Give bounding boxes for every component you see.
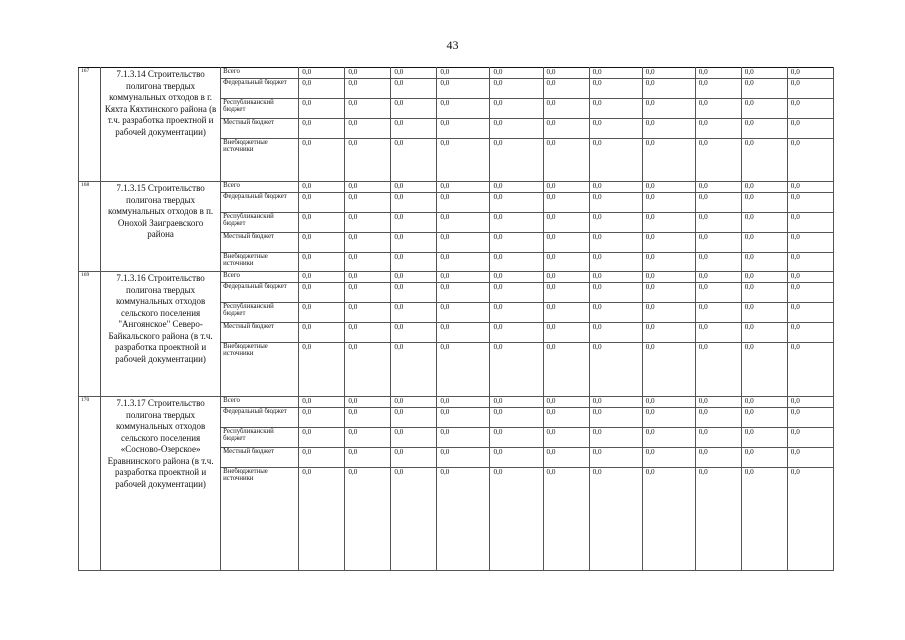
value-cell: 0,0: [589, 272, 642, 283]
value-cell: 0,0: [543, 139, 589, 182]
value-cell: 0,0: [695, 272, 741, 283]
funding-source-label: Внебюджетные источники: [221, 139, 299, 182]
value-cell: 0,0: [437, 323, 490, 343]
value-cell: 0,0: [642, 253, 695, 272]
value-cell: 0,0: [490, 182, 543, 193]
value-cell: 0,0: [787, 68, 833, 79]
value-cell: 0,0: [299, 468, 345, 571]
funding-source-label: Республиканский бюджет: [221, 428, 299, 448]
value-cell: 0,0: [391, 468, 437, 571]
value-cell: 0,0: [345, 448, 391, 468]
value-cell: 0,0: [695, 303, 741, 323]
value-cell: 0,0: [741, 193, 787, 213]
value-cell: 0,0: [787, 79, 833, 99]
value-cell: 0,0: [437, 343, 490, 397]
value-cell: 0,0: [543, 182, 589, 193]
value-cell: 0,0: [642, 303, 695, 323]
value-cell: 0,0: [490, 233, 543, 253]
value-cell: 0,0: [391, 233, 437, 253]
value-cell: 0,0: [642, 468, 695, 571]
value-cell: 0,0: [299, 448, 345, 468]
value-cell: 0,0: [543, 323, 589, 343]
value-cell: 0,0: [642, 272, 695, 283]
value-cell: 0,0: [490, 68, 543, 79]
value-cell: 0,0: [437, 68, 490, 79]
value-cell: 0,0: [695, 213, 741, 233]
value-cell: 0,0: [695, 397, 741, 408]
value-cell: 0,0: [345, 193, 391, 213]
funding-source-label: Внебюджетные источники: [221, 343, 299, 397]
value-cell: 0,0: [695, 343, 741, 397]
value-cell: 0,0: [642, 79, 695, 99]
value-cell: 0,0: [642, 448, 695, 468]
value-cell: 0,0: [391, 283, 437, 303]
row-number: 168: [79, 182, 101, 272]
value-cell: 0,0: [589, 193, 642, 213]
value-cell: 0,0: [642, 193, 695, 213]
value-cell: 0,0: [345, 253, 391, 272]
value-cell: 0,0: [589, 408, 642, 428]
value-cell: 0,0: [345, 428, 391, 448]
value-cell: 0,0: [787, 468, 833, 571]
value-cell: 0,0: [391, 408, 437, 428]
value-cell: 0,0: [741, 79, 787, 99]
value-cell: 0,0: [741, 99, 787, 119]
value-cell: 0,0: [642, 139, 695, 182]
value-cell: 0,0: [787, 397, 833, 408]
value-cell: 0,0: [787, 448, 833, 468]
value-cell: 0,0: [391, 193, 437, 213]
value-cell: 0,0: [543, 343, 589, 397]
value-cell: 0,0: [345, 68, 391, 79]
value-cell: 0,0: [490, 303, 543, 323]
value-cell: 0,0: [642, 213, 695, 233]
value-cell: 0,0: [437, 193, 490, 213]
value-cell: 0,0: [695, 99, 741, 119]
funding-source-label: Всего: [221, 272, 299, 283]
value-cell: 0,0: [299, 272, 345, 283]
funding-source-label: Внебюджетные источники: [221, 253, 299, 272]
value-cell: 0,0: [642, 68, 695, 79]
value-cell: 0,0: [299, 303, 345, 323]
value-cell: 0,0: [787, 272, 833, 283]
value-cell: 0,0: [695, 468, 741, 571]
value-cell: 0,0: [787, 99, 833, 119]
value-cell: 0,0: [391, 119, 437, 139]
funding-source-label: Республиканский бюджет: [221, 99, 299, 119]
value-cell: 0,0: [695, 79, 741, 99]
value-cell: 0,0: [642, 408, 695, 428]
value-cell: 0,0: [543, 99, 589, 119]
value-cell: 0,0: [391, 182, 437, 193]
row-number: 167: [79, 68, 101, 182]
value-cell: 0,0: [589, 79, 642, 99]
value-cell: 0,0: [642, 119, 695, 139]
value-cell: 0,0: [589, 343, 642, 397]
value-cell: 0,0: [741, 323, 787, 343]
funding-source-label: Республиканский бюджет: [221, 213, 299, 233]
value-cell: 0,0: [642, 233, 695, 253]
value-cell: 0,0: [741, 213, 787, 233]
value-cell: 0,0: [490, 99, 543, 119]
value-cell: 0,0: [437, 283, 490, 303]
value-cell: 0,0: [437, 253, 490, 272]
value-cell: 0,0: [589, 68, 642, 79]
value-cell: 0,0: [490, 272, 543, 283]
value-cell: 0,0: [695, 233, 741, 253]
value-cell: 0,0: [695, 193, 741, 213]
value-cell: 0,0: [787, 253, 833, 272]
value-cell: 0,0: [695, 323, 741, 343]
value-cell: 0,0: [741, 139, 787, 182]
value-cell: 0,0: [437, 428, 490, 448]
value-cell: 0,0: [490, 323, 543, 343]
value-cell: 0,0: [695, 139, 741, 182]
value-cell: 0,0: [695, 182, 741, 193]
value-cell: 0,0: [299, 253, 345, 272]
row-number: 169: [79, 272, 101, 397]
value-cell: 0,0: [490, 408, 543, 428]
value-cell: 0,0: [642, 99, 695, 119]
value-cell: 0,0: [299, 323, 345, 343]
value-cell: 0,0: [345, 139, 391, 182]
value-cell: 0,0: [490, 139, 543, 182]
value-cell: 0,0: [787, 119, 833, 139]
value-cell: 0,0: [589, 397, 642, 408]
value-cell: 0,0: [490, 193, 543, 213]
value-cell: 0,0: [787, 213, 833, 233]
value-cell: 0,0: [490, 343, 543, 397]
value-cell: 0,0: [437, 99, 490, 119]
value-cell: 0,0: [741, 397, 787, 408]
project-name: 7.1.3.16 Строительство полигона твердых коммунальных отходов сельского поселения "Ангоянское" Северо-Байкальского района (в т.ч. разработка проектной и рабочей документации): [101, 272, 221, 397]
value-cell: 0,0: [437, 119, 490, 139]
value-cell: 0,0: [741, 233, 787, 253]
value-cell: 0,0: [437, 213, 490, 233]
value-cell: 0,0: [437, 408, 490, 428]
value-cell: 0,0: [299, 283, 345, 303]
project-name: 7.1.3.15 Строительство полигона твердых коммунальных отходов в п. Онохой Заиграевского района: [101, 182, 221, 272]
value-cell: 0,0: [642, 397, 695, 408]
budget-table: [78, 67, 834, 571]
value-cell: 0,0: [437, 448, 490, 468]
value-cell: 0,0: [490, 468, 543, 571]
value-cell: 0,0: [589, 119, 642, 139]
value-cell: 0,0: [642, 343, 695, 397]
value-cell: 0,0: [787, 303, 833, 323]
value-cell: 0,0: [437, 397, 490, 408]
value-cell: 0,0: [391, 68, 437, 79]
value-cell: 0,0: [543, 397, 589, 408]
value-cell: 0,0: [741, 283, 787, 303]
funding-source-label: Местный бюджет: [221, 323, 299, 343]
value-cell: 0,0: [391, 79, 437, 99]
value-cell: 0,0: [299, 233, 345, 253]
page-number: 43: [446, 38, 459, 52]
value-cell: 0,0: [741, 428, 787, 448]
funding-source-label: Федеральный бюджет: [221, 283, 299, 303]
value-cell: 0,0: [391, 99, 437, 119]
value-cell: 0,0: [741, 303, 787, 323]
value-cell: 0,0: [543, 468, 589, 571]
value-cell: 0,0: [391, 323, 437, 343]
value-cell: 0,0: [741, 343, 787, 397]
value-cell: 0,0: [299, 428, 345, 448]
table-row: [79, 397, 834, 408]
value-cell: 0,0: [299, 139, 345, 182]
value-cell: 0,0: [345, 323, 391, 343]
value-cell: 0,0: [741, 253, 787, 272]
value-cell: 0,0: [391, 253, 437, 272]
value-cell: 0,0: [490, 428, 543, 448]
funding-source-label: Местный бюджет: [221, 233, 299, 253]
value-cell: 0,0: [345, 397, 391, 408]
value-cell: 0,0: [741, 182, 787, 193]
value-cell: 0,0: [437, 303, 490, 323]
value-cell: 0,0: [741, 448, 787, 468]
value-cell: 0,0: [490, 79, 543, 99]
value-cell: 0,0: [299, 213, 345, 233]
value-cell: 0,0: [543, 408, 589, 428]
value-cell: 0,0: [787, 139, 833, 182]
funding-source-label: Местный бюджет: [221, 119, 299, 139]
value-cell: 0,0: [787, 428, 833, 448]
value-cell: 0,0: [543, 428, 589, 448]
funding-source-label: Федеральный бюджет: [221, 408, 299, 428]
value-cell: 0,0: [589, 468, 642, 571]
value-cell: 0,0: [299, 397, 345, 408]
value-cell: 0,0: [589, 323, 642, 343]
value-cell: 0,0: [391, 397, 437, 408]
value-cell: 0,0: [543, 448, 589, 468]
value-cell: 0,0: [589, 233, 642, 253]
table-row: [79, 182, 834, 193]
value-cell: 0,0: [490, 283, 543, 303]
value-cell: 0,0: [589, 253, 642, 272]
funding-source-label: Федеральный бюджет: [221, 79, 299, 99]
value-cell: 0,0: [345, 343, 391, 397]
value-cell: 0,0: [391, 343, 437, 397]
value-cell: 0,0: [345, 233, 391, 253]
value-cell: 0,0: [543, 193, 589, 213]
value-cell: 0,0: [787, 233, 833, 253]
value-cell: 0,0: [543, 119, 589, 139]
value-cell: 0,0: [299, 99, 345, 119]
value-cell: 0,0: [437, 272, 490, 283]
value-cell: 0,0: [490, 397, 543, 408]
value-cell: 0,0: [437, 139, 490, 182]
funding-source-label: Федеральный бюджет: [221, 193, 299, 213]
value-cell: 0,0: [299, 119, 345, 139]
value-cell: 0,0: [589, 182, 642, 193]
value-cell: 0,0: [543, 303, 589, 323]
value-cell: 0,0: [741, 408, 787, 428]
value-cell: 0,0: [741, 119, 787, 139]
value-cell: 0,0: [642, 323, 695, 343]
value-cell: 0,0: [437, 233, 490, 253]
value-cell: 0,0: [543, 283, 589, 303]
value-cell: 0,0: [589, 213, 642, 233]
project-name: 7.1.3.14 Строительство полигона твердых коммунальных отходов в г. Кяхта Кяхтинского района (в т.ч. разработка проектной и рабочей документации): [101, 68, 221, 182]
value-cell: 0,0: [543, 79, 589, 99]
value-cell: 0,0: [345, 408, 391, 428]
value-cell: 0,0: [345, 468, 391, 571]
value-cell: 0,0: [642, 182, 695, 193]
value-cell: 0,0: [437, 182, 490, 193]
value-cell: 0,0: [787, 182, 833, 193]
value-cell: 0,0: [345, 303, 391, 323]
value-cell: 0,0: [543, 213, 589, 233]
value-cell: 0,0: [299, 68, 345, 79]
value-cell: 0,0: [787, 408, 833, 428]
value-cell: 0,0: [543, 233, 589, 253]
value-cell: 0,0: [543, 253, 589, 272]
value-cell: 0,0: [695, 283, 741, 303]
value-cell: 0,0: [589, 283, 642, 303]
value-cell: 0,0: [490, 119, 543, 139]
value-cell: 0,0: [589, 303, 642, 323]
value-cell: 0,0: [299, 79, 345, 99]
value-cell: 0,0: [391, 303, 437, 323]
value-cell: 0,0: [741, 468, 787, 571]
value-cell: 0,0: [741, 272, 787, 283]
funding-source-label: Внебюджетные источники: [221, 468, 299, 571]
value-cell: 0,0: [787, 343, 833, 397]
value-cell: 0,0: [589, 139, 642, 182]
value-cell: 0,0: [695, 68, 741, 79]
value-cell: 0,0: [345, 99, 391, 119]
funding-source-label: Всего: [221, 68, 299, 79]
funding-source-label: Республиканский бюджет: [221, 303, 299, 323]
funding-source-label: Всего: [221, 397, 299, 408]
value-cell: 0,0: [345, 272, 391, 283]
value-cell: 0,0: [543, 68, 589, 79]
value-cell: 0,0: [437, 468, 490, 571]
value-cell: 0,0: [391, 448, 437, 468]
value-cell: 0,0: [391, 139, 437, 182]
value-cell: 0,0: [695, 253, 741, 272]
value-cell: 0,0: [589, 448, 642, 468]
value-cell: 0,0: [299, 408, 345, 428]
value-cell: 0,0: [391, 428, 437, 448]
row-number: 170: [79, 397, 101, 571]
value-cell: 0,0: [741, 68, 787, 79]
value-cell: 0,0: [299, 193, 345, 213]
value-cell: 0,0: [345, 119, 391, 139]
value-cell: 0,0: [391, 213, 437, 233]
funding-source-label: Местный бюджет: [221, 448, 299, 468]
table-row: [79, 272, 834, 283]
value-cell: 0,0: [642, 428, 695, 448]
value-cell: 0,0: [695, 428, 741, 448]
value-cell: 0,0: [299, 182, 345, 193]
value-cell: 0,0: [695, 408, 741, 428]
value-cell: 0,0: [345, 79, 391, 99]
value-cell: 0,0: [345, 182, 391, 193]
value-cell: 0,0: [787, 193, 833, 213]
value-cell: 0,0: [345, 283, 391, 303]
value-cell: 0,0: [490, 213, 543, 233]
value-cell: 0,0: [543, 272, 589, 283]
project-name: 7.1.3.17 Строительство полигона твердых коммунальных отходов сельского поселения «Сосново-Озерское» Еравнинского района (в т.ч. разработка проектной и рабочей документации): [101, 397, 221, 571]
value-cell: 0,0: [787, 323, 833, 343]
value-cell: 0,0: [391, 272, 437, 283]
value-cell: 0,0: [490, 253, 543, 272]
table-row: [79, 68, 834, 79]
value-cell: 0,0: [695, 448, 741, 468]
value-cell: 0,0: [787, 283, 833, 303]
value-cell: 0,0: [437, 79, 490, 99]
value-cell: 0,0: [695, 119, 741, 139]
value-cell: 0,0: [589, 428, 642, 448]
value-cell: 0,0: [490, 448, 543, 468]
value-cell: 0,0: [345, 213, 391, 233]
funding-source-label: Всего: [221, 182, 299, 193]
value-cell: 0,0: [589, 99, 642, 119]
value-cell: 0,0: [299, 343, 345, 397]
value-cell: 0,0: [642, 283, 695, 303]
